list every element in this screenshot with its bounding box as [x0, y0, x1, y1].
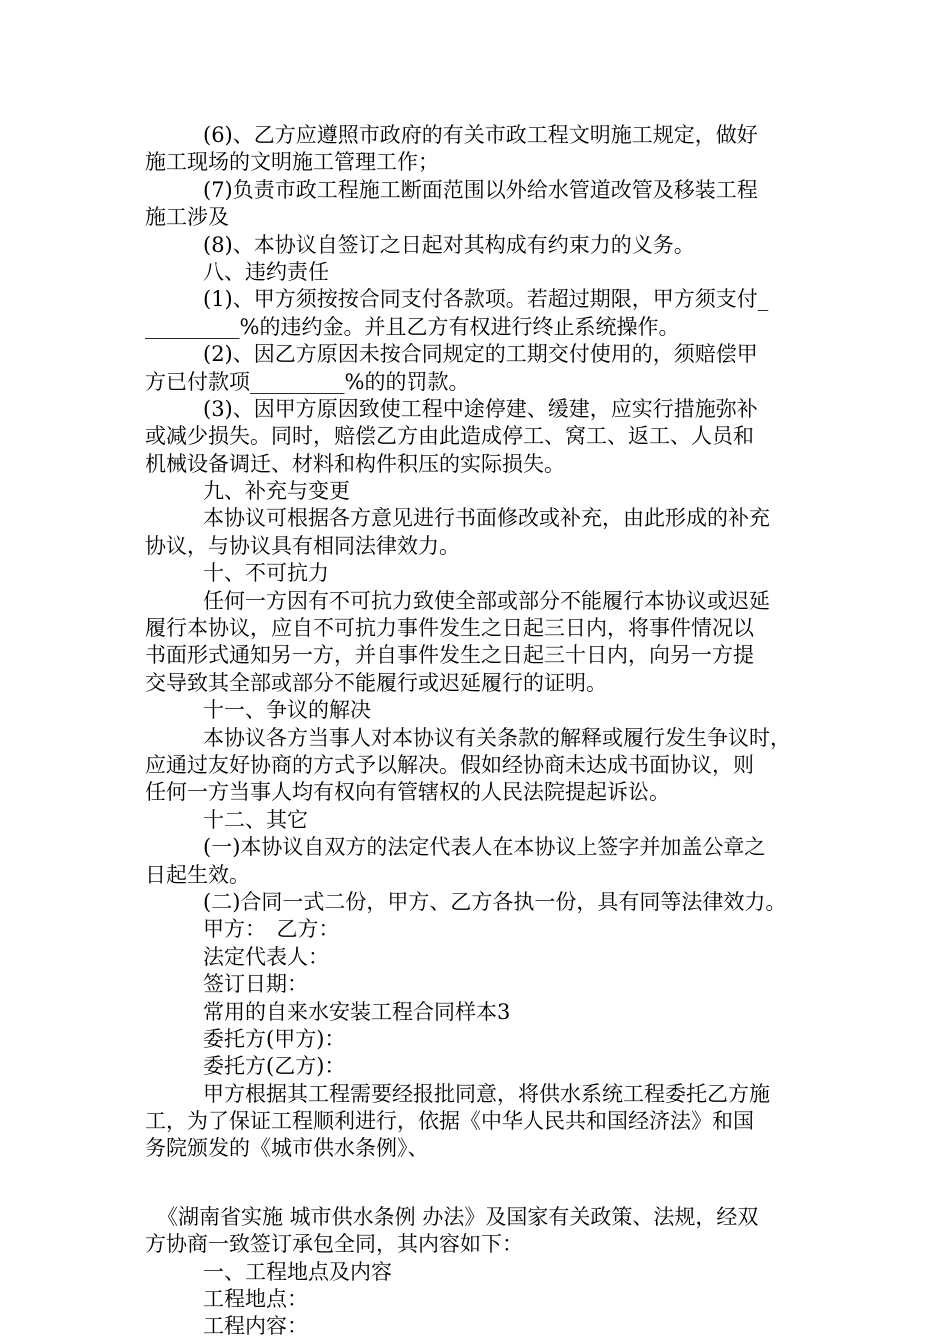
text-line: 日起生效。: [145, 862, 250, 887]
text-line: 履行本协议，应自不可抗力事件发生之日起三日内，将事件情况以: [145, 616, 754, 641]
signature-date: 签订日期：: [203, 972, 308, 997]
section-heading-amendment: 九、补充与变更: [203, 479, 350, 504]
party-a-label: 委托方(甲方)：: [203, 1026, 346, 1051]
signature-representative: 法定代表人：: [203, 944, 329, 969]
text-line: 交导致其全部或部分不能履行或迟延履行的证明。: [145, 670, 607, 695]
project-content-label: 工程内容：: [203, 1314, 308, 1339]
text-line: (7)负责市政工程施工断面范围以外给水管道改管及移装工程: [203, 177, 758, 202]
section-heading-project: 一、工程地点及内容: [203, 1259, 392, 1284]
document-page: [145, 122, 815, 1341]
text-line: 任何一方当事人均有权向有管辖权的人民法院提起诉讼。: [145, 780, 670, 805]
text-line: (一)本协议自双方的法定代表人在本协议上签字并加盖公章之: [203, 835, 766, 860]
text-line: 机械设备调迁、材料和构件积压的实际损失。: [145, 451, 565, 476]
text-line: (6)、乙方应遵照市政府的有关市政工程文明施工规定，做好: [203, 123, 758, 147]
text-line: 工，为了保证工程顺利进行，依据《中华人民共和国经济法》和国: [145, 1109, 754, 1134]
text-line: 任何一方因有不可抗力致使全部或部分不能履行本协议或迟延: [203, 588, 770, 613]
project-location-label: 工程地点：: [203, 1287, 308, 1312]
text-line: 本协议可根据各方意见进行书面修改或补充，由此形成的补充: [203, 506, 770, 531]
text-line: 务院颁发的《城市供水条例》、: [145, 1136, 429, 1161]
text-line: 甲方根据其工程需要经报批同意，将供水系统工程委托乙方施: [203, 1081, 770, 1106]
section-heading-dispute: 十一、争议的解决: [203, 698, 371, 723]
party-b-label: 委托方(乙方)：: [203, 1054, 346, 1079]
text-line: 方已付款项_________%的的罚款。: [145, 369, 470, 394]
text-line: _________%的违约金。并且乙方有权进行终止系统操作。: [145, 314, 680, 339]
text-line: 施工现场的文明施工管理工作；: [145, 150, 439, 175]
section-heading-breach: 八、违约责任: [203, 259, 329, 284]
text-line: 书面形式通知另一方，并自事件发生之日起三十日内，向另一方提: [145, 643, 754, 668]
text-line: (8)、本协议自签订之日起对其构成有约束力的义务。: [203, 232, 695, 257]
section-heading-other: 十二、其它: [203, 807, 308, 832]
signature-parties: 甲方： 乙方：: [203, 917, 340, 942]
text-line: 《湖南省实施 城市供水条例 办法》及国家有关政策、法规，经双: [157, 1204, 759, 1229]
text-line: 方协商一致签订承包全同，其内容如下：: [145, 1232, 523, 1257]
text-line: (二)合同一式二份，甲方、乙方各执一份，具有同等法律效力。: [203, 889, 787, 914]
text-line: 协议，与协议具有相同法律效力。: [145, 533, 460, 558]
paragraph-gap: [145, 1163, 815, 1204]
text-line: 施工涉及: [145, 205, 229, 230]
text-line: (1)、甲方须按按合同支付各款项。若超过期限，甲方须支付_: [203, 287, 769, 312]
text-line: (2)、因乙方原因未按合同规定的工期交付使用的，须赔偿甲: [203, 342, 758, 367]
section-heading-force-majeure: 十、不可抗力: [203, 561, 329, 586]
text-line: 或减少损失。同时，赔偿乙方由此造成停工、窝工、返工、人员和: [145, 424, 754, 449]
text-line: (3)、因甲方原因致使工程中途停建、缓建，应实行措施弥补: [203, 396, 758, 421]
sample-title: 常用的自来水安装工程合同样本3: [203, 999, 511, 1024]
text-line: 应通过友好协商的方式予以解决。假如经协商未达成书面协议，则: [145, 752, 754, 777]
text-line: 本协议各方当事人对本协议有关条款的解释或履行发生争议时，: [203, 725, 791, 750]
